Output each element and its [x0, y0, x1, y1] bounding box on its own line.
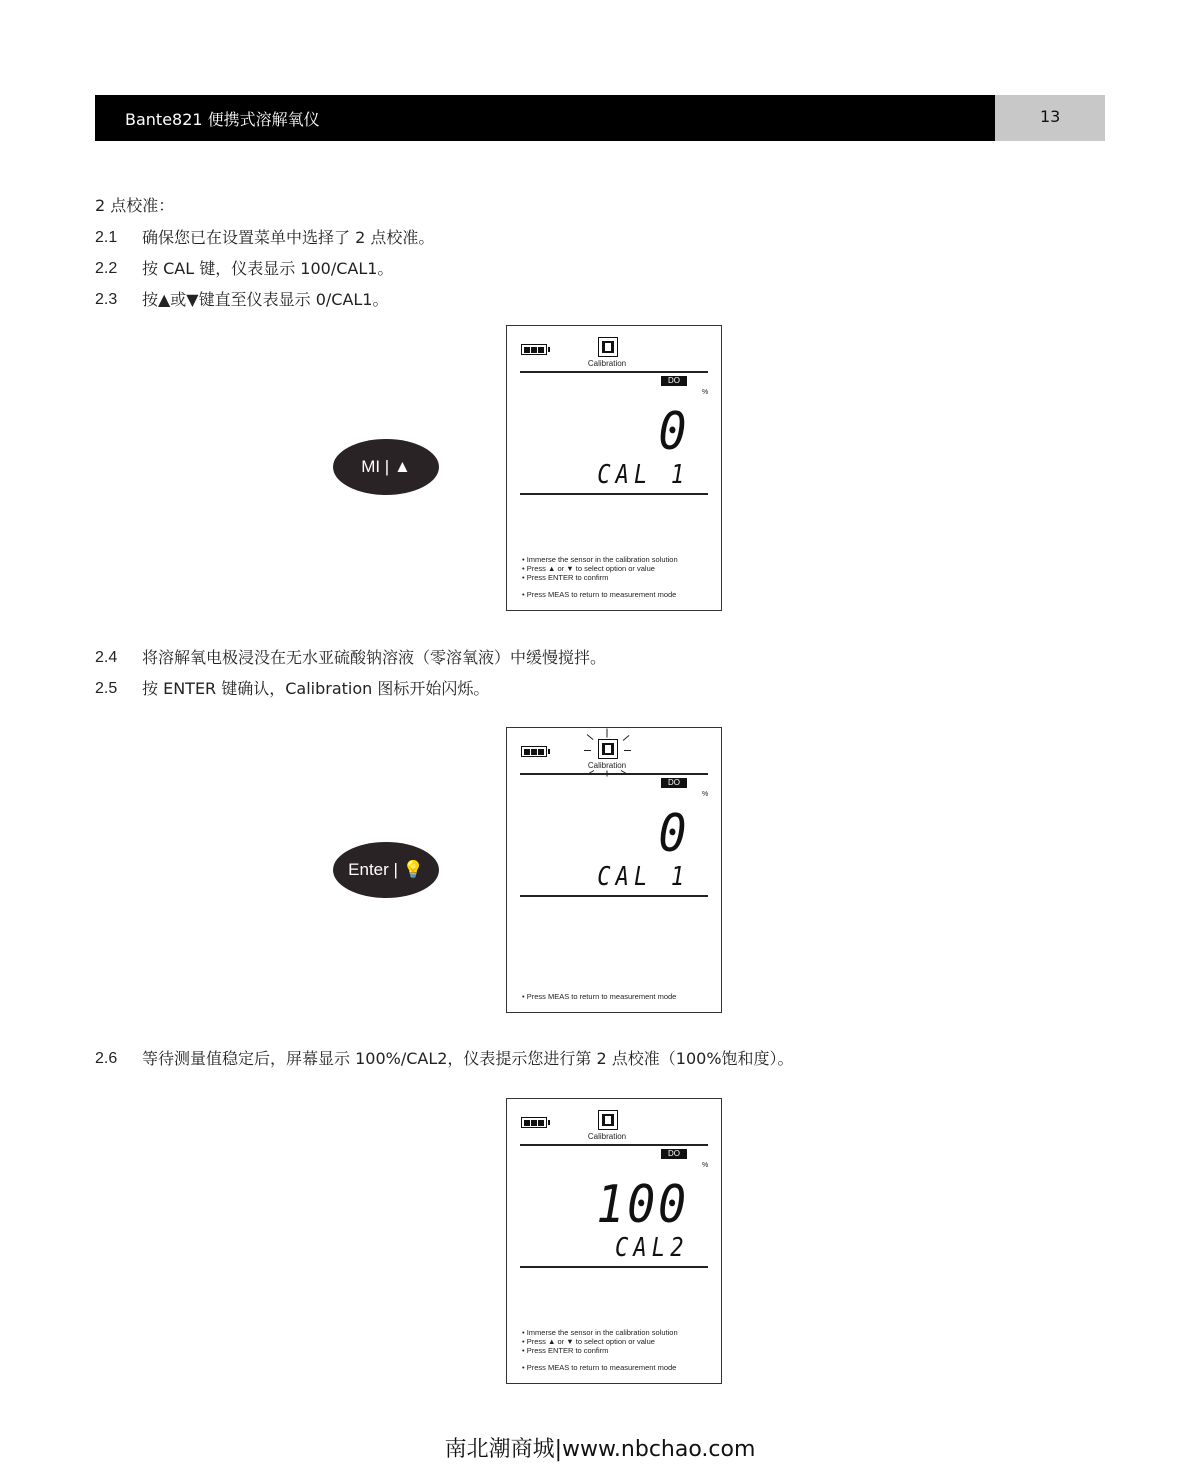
- unit-label: %: [702, 389, 709, 396]
- mode-badge: DO: [661, 1149, 687, 1159]
- lcd-display-1: [506, 325, 722, 611]
- mi-up-key: [333, 439, 439, 495]
- divider: [520, 773, 708, 775]
- flash-ray: [624, 750, 631, 751]
- divider: [520, 493, 708, 495]
- step-text: 按 CAL 键，仪表显示 100/CAL1。: [142, 259, 394, 278]
- reading-value: 100: [596, 1175, 689, 1235]
- section-title: 2 点校准：: [95, 196, 175, 215]
- unit-label: %: [702, 1162, 709, 1169]
- step-number: 2.3: [95, 291, 118, 308]
- battery-icon: [521, 746, 547, 757]
- document-title: Bante821 便携式溶解氧仪: [125, 110, 320, 129]
- step-text: 确保您已在设置菜单中选择了 2 点校准。: [142, 228, 435, 247]
- mode-badge: DO: [661, 376, 687, 386]
- calibration-label: Calibration: [587, 761, 627, 770]
- hint-line: • Press ENTER to confirm: [522, 1346, 609, 1355]
- calibration-label: Calibration: [587, 359, 627, 368]
- divider: [520, 1144, 708, 1146]
- step-text: 按▲或▼键直至仪表显示 0/CAL1。: [142, 290, 389, 309]
- battery-icon: [521, 344, 547, 355]
- step-text: 按 ENTER 键确认，Calibration 图标开始闪烁。: [142, 679, 490, 698]
- flash-ray: [623, 735, 630, 741]
- flash-ray: [584, 750, 591, 751]
- step-number: 2.1: [95, 229, 118, 246]
- step-number: 2.6: [95, 1050, 118, 1067]
- calibration-label: Calibration: [587, 1132, 627, 1141]
- step-number: 2.4: [95, 649, 118, 666]
- battery-icon: [521, 1117, 547, 1128]
- meas-hint: • Press MEAS to return to measurement mode: [522, 1363, 677, 1372]
- mi-up-key-label: MI | ▲: [361, 457, 411, 476]
- unit-label: %: [702, 791, 709, 798]
- hint-line: • Immerse the sensor in the calibration solution: [522, 1328, 678, 1337]
- meas-hint: • Press MEAS to return to measurement mode: [522, 992, 677, 1001]
- hint-line: • Press ▲ or ▼ to select option or value: [522, 564, 655, 573]
- hint-line: • Immerse the sensor in the calibration solution: [522, 555, 678, 564]
- flash-ray: [607, 729, 608, 738]
- divider: [520, 371, 708, 373]
- flash-ray: [587, 734, 594, 740]
- footer-watermark: 南北潮商城|www.nbchao.com: [444, 1437, 756, 1462]
- step-text: 等待测量值稳定后，屏幕显示 100%/CAL2，仪表提示您进行第 2 点校准（100%饱和度）。: [142, 1049, 794, 1068]
- page-number: 13: [1040, 107, 1061, 126]
- lcd-display-2: [506, 727, 722, 1013]
- divider: [520, 895, 708, 897]
- step-number: 2.2: [95, 260, 118, 277]
- mode-badge: DO: [661, 778, 687, 788]
- calibration-icon: [598, 1110, 618, 1130]
- calibration-icon-flashing: [598, 739, 618, 759]
- hint-line: • Press ▲ or ▼ to select option or value: [522, 1337, 655, 1346]
- step-number: 2.5: [95, 680, 118, 697]
- lcd-display-3: [506, 1098, 722, 1384]
- hint-line: • Press ENTER to confirm: [522, 573, 609, 582]
- reading-value: 0: [658, 804, 689, 864]
- cal-point-label: CAL 1: [596, 460, 689, 490]
- divider: [520, 1266, 708, 1268]
- page-number-box: [995, 95, 1105, 141]
- meas-hint: • Press MEAS to return to measurement mode: [522, 590, 677, 599]
- step-text: 将溶解氧电极浸没在无水亚硫酸钠溶液（零溶氧液）中缓慢搅拌。: [142, 648, 607, 667]
- enter-key-label: Enter | 💡: [348, 860, 424, 879]
- header-bar: [95, 95, 995, 141]
- reading-value: 0: [658, 402, 689, 462]
- cal-point-label: CAL 1: [596, 862, 689, 892]
- cal-point-label: CAL2: [615, 1233, 689, 1263]
- calibration-icon: [598, 337, 618, 357]
- enter-key: [333, 842, 439, 898]
